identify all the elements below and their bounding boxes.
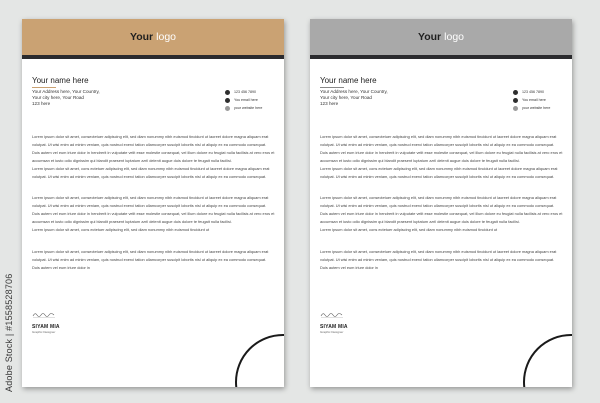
body-paragraph: Lorem ipsum dolor sit amet, consectetuer adipiscing elit, sed diam nonummy nibh euismod tincidunt ut laoreet dolore magna aliquam erat volutpat. Ut wisi enim ad minim veniam, quis nostrud exerci tation ullamcorper suscipit lobortis nisl ut aliquip ex ea commodo consequat. Duis autem vel eum iriure dolor in hendrerit in vulputate velit esse molestie consequat, vel illum dolore eu feugiat nulla facilisis at vero eros et accumsan et iusto odio dignissim qui blandit praesent luptatum zzril delenit augue duis dolore te feugait nulla facilisi.	[32, 195, 275, 225]
phone-icon	[225, 90, 230, 95]
signature-role: Graphic Designer	[320, 330, 344, 334]
name-underline	[32, 87, 56, 88]
address-line: Your Address here, Your Country,	[32, 89, 100, 94]
sender-address	[32, 89, 100, 107]
body-paragraph: Lorem ipsum dolor sit amet, consectetuer adipiscing elit, sed diam nonummy nibh euismod tincidunt ut laoreet dolore magna aliquam erat volutpat. Ut wisi enim ad minim veniam, quis nostrud exerci tation ullamcorper suscipit lobortis nisl ut aliquip ex ea commodo consequat. Duis autem vel eum iriure dolor in	[320, 248, 557, 270]
signature-role: Graphic Designer	[32, 330, 56, 334]
header-divider-bar	[22, 55, 284, 59]
sender-name: Your name here	[32, 76, 89, 85]
contact-text: 123 456 7890	[522, 90, 544, 94]
contact-phone	[513, 88, 550, 96]
contact-text: 123 456 7890	[234, 90, 256, 94]
letterhead-gray	[310, 19, 572, 387]
body-paragraph: Lorem ipsum dolor sit amet, cons ectetuer adipiscing elit, sed diam nonummy nibh euismod tincidunt ut	[32, 227, 210, 233]
address-line: Your city here, Your Road	[320, 95, 372, 100]
header-band	[310, 19, 572, 55]
sender-address	[320, 89, 388, 107]
signature-block	[320, 305, 348, 334]
stock-watermark: Adobe Stock | #1558528706	[4, 273, 14, 392]
contact-email	[513, 96, 550, 104]
letterhead-tan	[22, 19, 284, 387]
signature-scribble-icon	[32, 312, 56, 318]
contact-phone	[225, 88, 262, 96]
body-paragraph: Lorem ipsum dolor sit amet, cons ectetuer adipiscing elit, sed diam nonummy nibh euismod tincidunt ut laoreet dolore magna aliquam erat volutpat. Ut wisi enim ad minim veniam, quis nostrud exerci tation ullamcorper suscipit lobortis nisl ut aliquip ex ea commodo consequat.	[32, 165, 270, 179]
body-paragraph: Lorem ipsum dolor sit amet, cons ectetuer adipiscing elit, sed diam nonummy nibh euismod tincidunt ut	[320, 227, 498, 233]
body-paragraph: Lorem ipsum dolor sit amet, cons ectetuer adipiscing elit, sed diam nonummy nibh euismod tincidunt ut laoreet dolore magna aliquam erat volutpat. Ut wisi enim ad minim veniam, quis nostrud exerci tation ullamcorper suscipit lobortis nisl ut aliquip ex ea commodo consequat.	[320, 165, 558, 179]
name-underline	[320, 87, 344, 88]
contact-list	[225, 88, 262, 112]
logo	[130, 31, 176, 43]
phone-icon	[513, 90, 518, 95]
logo	[418, 31, 464, 43]
contact-list	[513, 88, 550, 112]
email-icon	[225, 98, 230, 103]
sender-name: Your name here	[320, 76, 377, 85]
contact-text: You email here	[522, 98, 546, 102]
logo-word-logo: logo	[156, 31, 176, 43]
signature-scribble-icon	[320, 312, 344, 318]
logo-word-your: Your	[130, 31, 154, 43]
email-icon	[513, 98, 518, 103]
body-paragraph: Lorem ipsum dolor sit amet, consectetuer adipiscing elit, sed diam nonummy nibh euismod tincidunt ut laoreet dolore magna aliquam erat volutpat. Ut wisi enim ad minim veniam, quis nostrud exerci tation ullamcorper suscipit lobortis nisl ut aliquip ex ea commodo consequat. Duis autem vel eum iriure dolor in	[32, 248, 269, 270]
corner-arc-decoration	[235, 334, 284, 387]
address-line: 123 here	[320, 101, 339, 106]
contact-text: your website here	[234, 106, 263, 110]
letter-body	[320, 133, 563, 272]
contact-text: your website here	[522, 106, 551, 110]
address-line: 123 here	[32, 101, 51, 106]
contact-website	[513, 104, 550, 112]
contact-email	[225, 96, 262, 104]
letter-body	[32, 133, 275, 272]
globe-icon	[513, 106, 518, 111]
signature-name: SIYAM MIA	[32, 324, 60, 330]
address-line: Your Address here, Your Country,	[320, 89, 388, 94]
header-band	[22, 19, 284, 55]
body-paragraph: Lorem ipsum dolor sit amet, consectetuer adipiscing elit, sed diam nonummy nibh euismod tincidunt ut laoreet dolore magna aliquam erat volutpat. Ut wisi enim ad minim veniam, quis nostrud exerci tation ullamcorper suscipit lobortis nisl ut aliquip ex ea commodo consequat. Duis autem vel eum iriure dolor in hendrerit in vulputate velit esse molestie consequat, vel illum dolore eu feugiat nulla facilisis at vero eros et accumsan et iusto odio dignissim qui blandit praesent luptatum zzril delenit augue duis dolore te feugait nulla facilisi.	[320, 195, 563, 225]
signature-block	[32, 305, 60, 334]
logo-word-logo: logo	[444, 31, 464, 43]
signature-name: SIYAM MIA	[320, 324, 348, 330]
corner-arc-decoration	[523, 334, 572, 387]
address-line: Your city here, Your Road	[32, 95, 84, 100]
body-paragraph: Lorem ipsum dolor sit amet, consectetuer adipiscing elit, sed diam nonummy nibh euismod tincidunt ut laoreet dolore magna aliquam erat volutpat. Ut wisi enim ad minim veniam, quis nostrud exerci tation ullamcorper suscipit lobortis nisl ut aliquip ex ea commodo consequat. Duis autem vel eum iriure dolor in hendrerit in vulputate velit esse molestie consequat, vel illum dolore eu feugiat nulla facilisis at vero eros et accumsan et iusto odio dignissim qui blandit praesent luptatum zzril delenit augue duis dolore te feugait nulla facilisi.	[32, 134, 275, 163]
body-paragraph: Lorem ipsum dolor sit amet, consectetuer adipiscing elit, sed diam nonummy nibh euismod tincidunt ut laoreet dolore magna aliquam erat volutpat. Ut wisi enim ad minim veniam, quis nostrud exerci tation ullamcorper suscipit lobortis nisl ut aliquip ex ea commodo consequat. Duis autem vel eum iriure dolor in hendrerit in vulputate velit esse molestie consequat, vel illum dolore eu feugiat nulla facilisis at vero eros et accumsan et iusto odio dignissim qui blandit praesent luptatum zzril delenit augue duis dolore te feugait nulla facilisi.	[320, 134, 563, 163]
contact-text: You email here	[234, 98, 258, 102]
logo-word-your: Your	[418, 31, 442, 43]
header-divider-bar	[310, 55, 572, 59]
globe-icon	[225, 106, 230, 111]
contact-website	[225, 104, 262, 112]
